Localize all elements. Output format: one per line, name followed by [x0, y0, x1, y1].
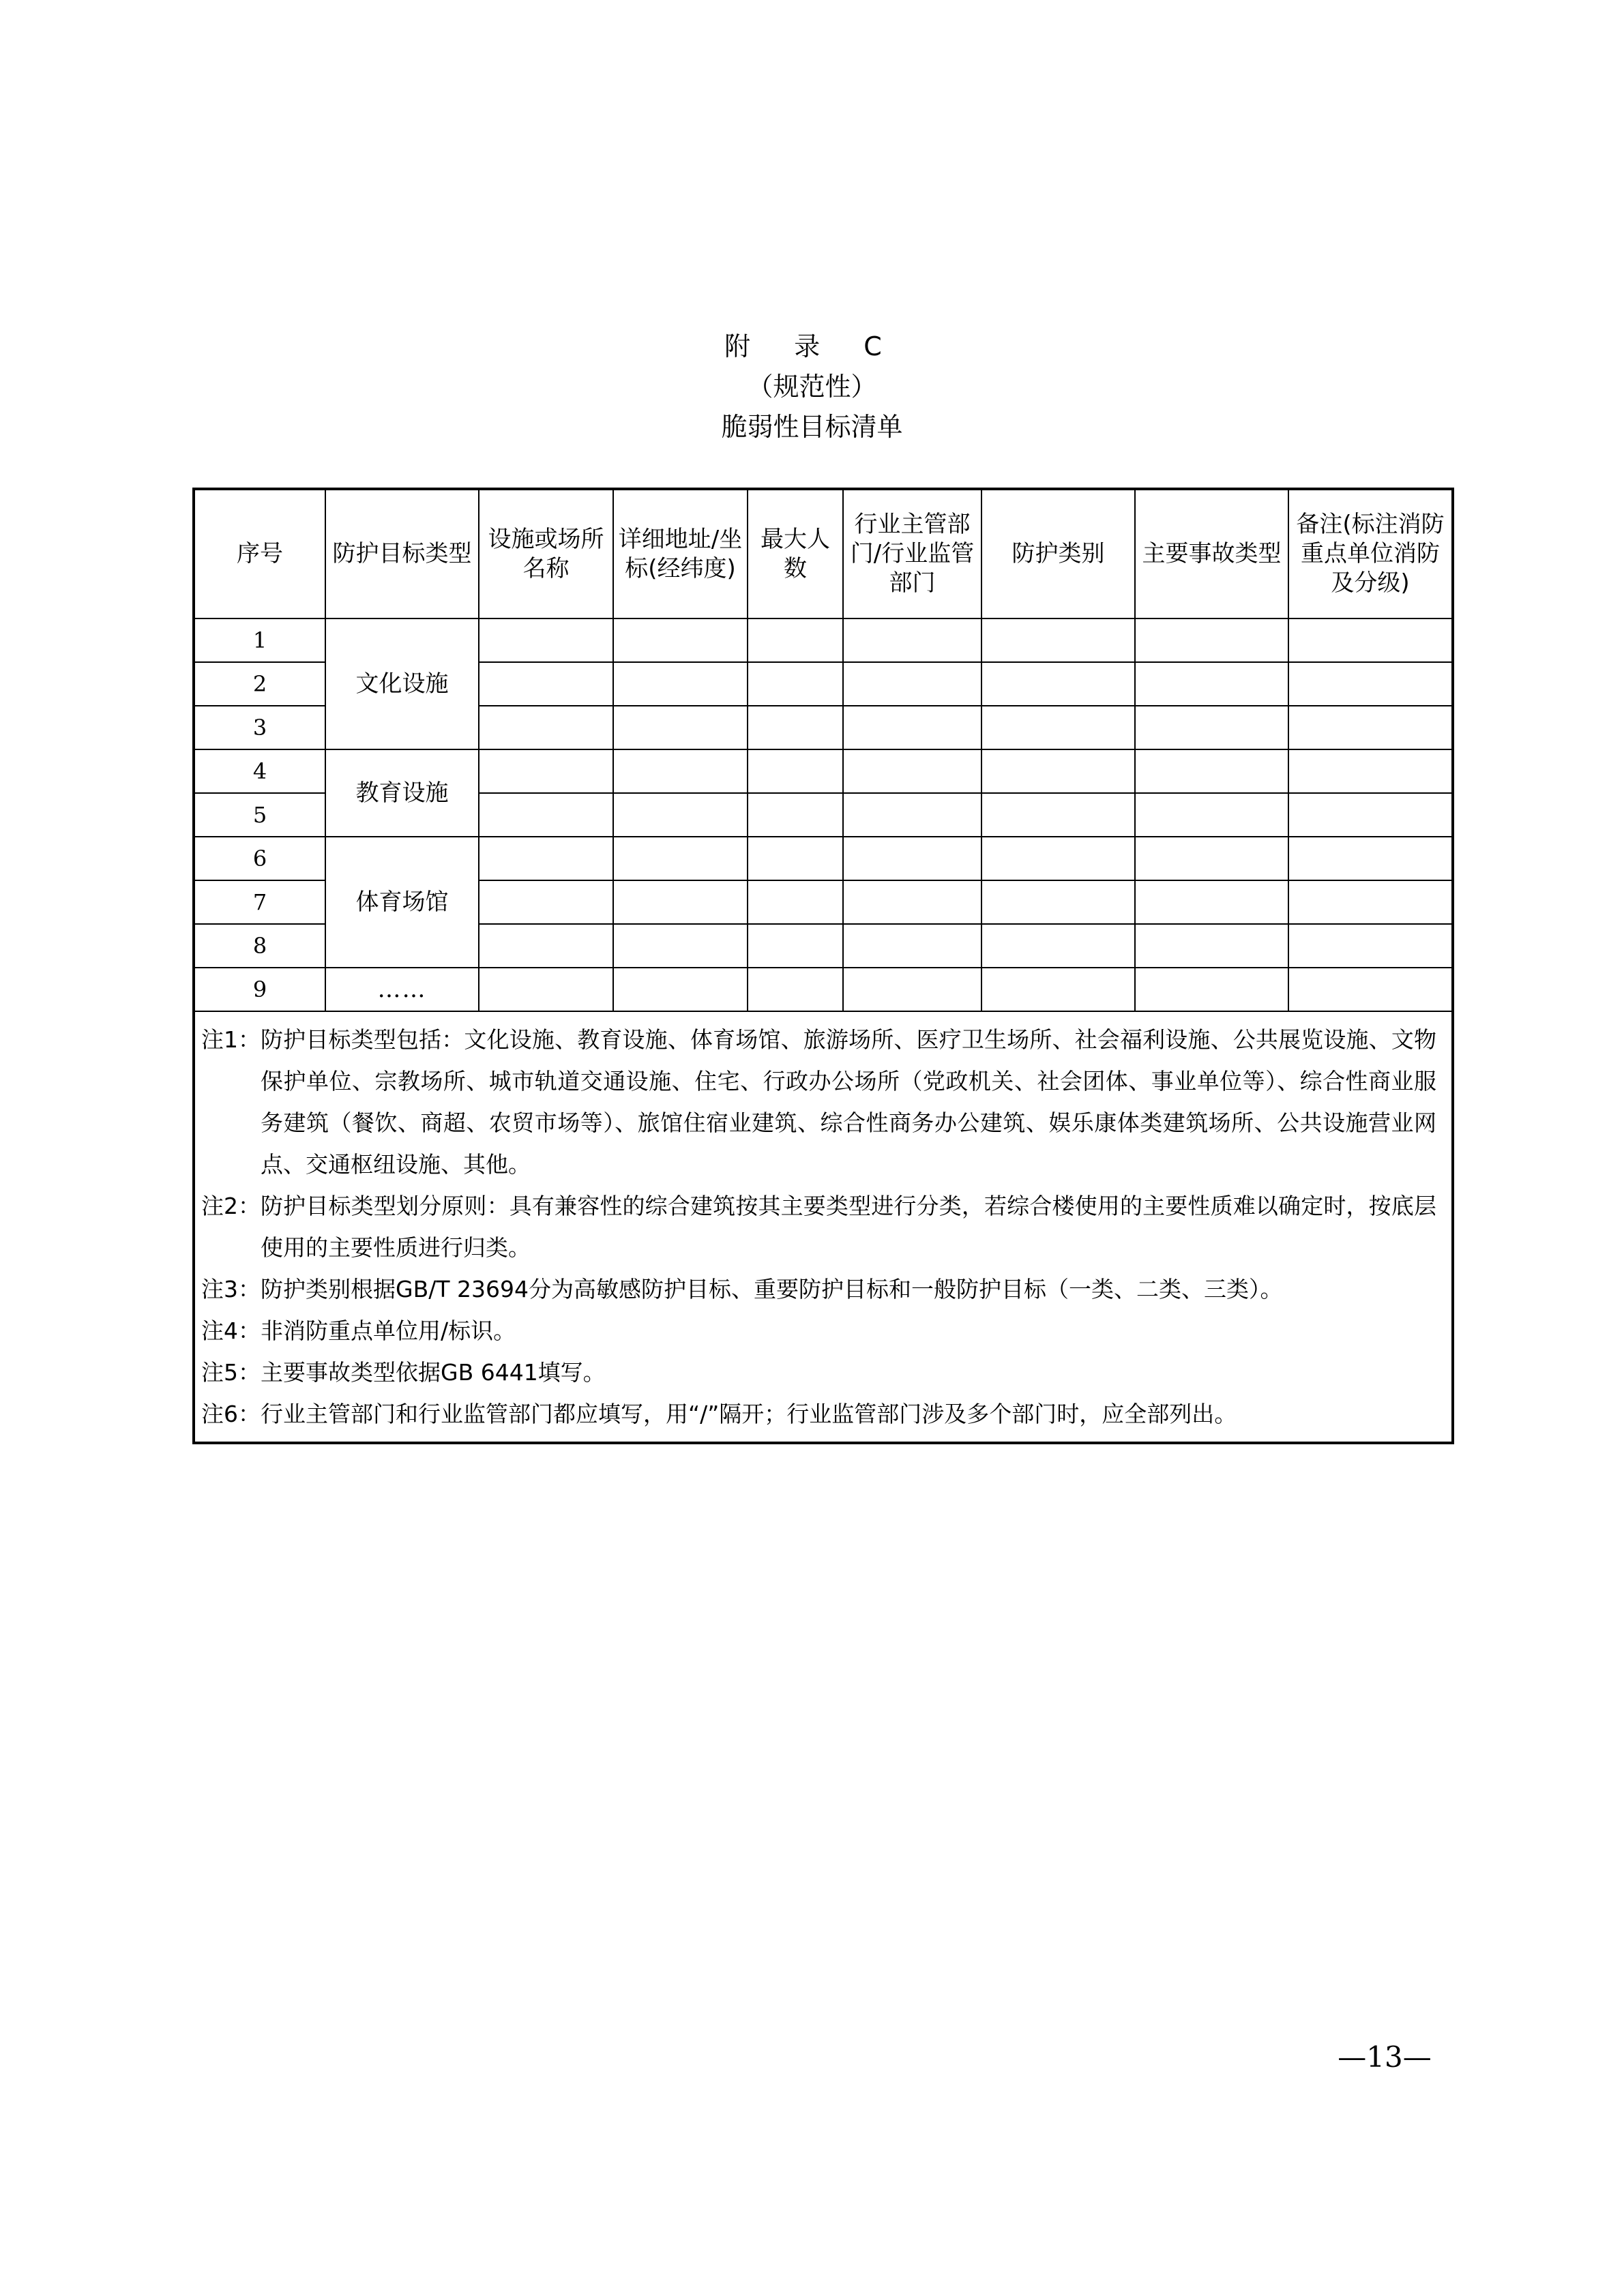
table-row — [194, 618, 1453, 662]
row-index: 3 — [194, 706, 325, 749]
table-cell — [1288, 924, 1453, 968]
table-cell — [981, 837, 1135, 880]
table-cell — [748, 924, 843, 968]
note-text: 主要事故类型依据GB 6441填写。 — [261, 1359, 606, 1386]
table-cell — [1288, 880, 1453, 924]
table-cell — [479, 749, 613, 793]
table-cell — [1288, 793, 1453, 837]
header-cell-department: 行业主管部门/行业监管部门 — [843, 489, 981, 618]
table-cell — [981, 880, 1135, 924]
header-cell-protection-class: 防护类别 — [981, 489, 1135, 618]
row-index: 7 — [194, 880, 325, 924]
table-cell — [843, 968, 981, 1011]
table-cell — [1288, 706, 1453, 749]
table-cell — [613, 837, 748, 880]
table-cell — [613, 618, 748, 662]
row-index: 1 — [194, 618, 325, 662]
row-index: 9 — [194, 968, 325, 1011]
table-cell — [843, 793, 981, 837]
table-row — [194, 837, 1453, 880]
note-4 — [195, 1310, 1436, 1352]
table-cell — [1135, 880, 1288, 924]
header-cell-target-type: 防护目标类型 — [325, 489, 479, 618]
table-title: 脆弱性目标清单 — [721, 412, 903, 442]
table-cell — [479, 706, 613, 749]
header-cell-index: 序号 — [194, 489, 325, 618]
table-cell — [981, 618, 1135, 662]
table-cell — [479, 618, 613, 662]
row-index: 4 — [194, 749, 325, 793]
normative-label: （规范性） — [747, 372, 877, 402]
table-cell — [748, 837, 843, 880]
table-cell — [748, 662, 843, 706]
table-row — [194, 749, 1453, 793]
table-cell — [843, 749, 981, 793]
note-text: 防护目标类型包括：文化设施、教育设施、体育场馆、旅游场所、医疗卫生场所、社会福利设施、公共展览设施、文物保护单位、宗教场所、城市轨道交通设施、住宅、行政办公场所（党政机关、社会团体、事业单位等）、综合性商业服务建筑（餐饮、商超、农贸市场等）、旅馆住宿业建筑、综合性商务办公建筑、娱乐康体类建筑场所、公共设施营业网点、交通枢纽设施、其他。 — [261, 1026, 1436, 1178]
table-cell — [1135, 793, 1288, 837]
target-type-cell: 教育设施 — [325, 749, 479, 837]
table-cell — [748, 793, 843, 837]
table-cell — [748, 618, 843, 662]
table-cell — [748, 880, 843, 924]
header-cell-facility-name: 设施或场所名称 — [479, 489, 613, 618]
table-cell — [1288, 618, 1453, 662]
note-2 — [195, 1185, 1436, 1268]
table-cell — [1288, 749, 1453, 793]
table-cell — [479, 793, 613, 837]
table-cell — [479, 880, 613, 924]
table-cell — [748, 749, 843, 793]
row-index: 6 — [194, 837, 325, 880]
table-cell — [748, 968, 843, 1011]
notes-cell — [194, 1011, 1453, 1443]
table-cell — [843, 880, 981, 924]
table-cell — [1288, 968, 1453, 1011]
table-cell — [479, 968, 613, 1011]
target-type-cell: …… — [325, 968, 479, 1011]
table-cell — [613, 706, 748, 749]
table-cell — [843, 706, 981, 749]
table-cell — [1288, 662, 1453, 706]
table-cell — [981, 706, 1135, 749]
table-cell — [613, 880, 748, 924]
notes-row — [194, 1011, 1453, 1443]
header-cell-remarks: 备注(标注消防重点单位消防及分级) — [1288, 489, 1453, 618]
target-type-cell: 文化设施 — [325, 618, 479, 749]
table-cell — [1135, 749, 1288, 793]
table-cell — [981, 793, 1135, 837]
target-type-cell: 体育场馆 — [325, 837, 479, 968]
table-row — [194, 968, 1453, 1011]
note-label: 注4： — [201, 1317, 261, 1344]
row-index: 8 — [194, 924, 325, 968]
header-cell-max-people: 最大人数 — [748, 489, 843, 618]
table-header-row — [194, 489, 1453, 618]
appendix-label: 附 录 C — [724, 331, 900, 361]
note-1 — [195, 1019, 1436, 1185]
row-index: 2 — [194, 662, 325, 706]
table-cell — [1135, 706, 1288, 749]
table-cell — [843, 924, 981, 968]
table-cell — [981, 749, 1135, 793]
table-cell — [613, 968, 748, 1011]
table-cell — [613, 793, 748, 837]
table-cell — [1135, 837, 1288, 880]
header-cell-address: 详细地址/坐标(经纬度) — [613, 489, 748, 618]
table-cell — [1135, 662, 1288, 706]
note-3 — [195, 1268, 1436, 1310]
table-cell — [981, 662, 1135, 706]
table-cell — [613, 662, 748, 706]
note-label: 注2： — [201, 1193, 261, 1219]
note-text: 防护目标类型划分原则：具有兼容性的综合建筑按其主要类型进行分类，若综合楼使用的主要性质难以确定时，按底层使用的主要性质进行归类。 — [261, 1193, 1436, 1261]
note-label: 注3： — [201, 1276, 261, 1302]
table-cell — [981, 924, 1135, 968]
table-cell — [843, 662, 981, 706]
page-number: —13— — [1338, 2040, 1432, 2074]
header-cell-accident-type: 主要事故类型 — [1135, 489, 1288, 618]
note-label: 注6： — [201, 1401, 261, 1427]
note-label: 注5： — [201, 1359, 261, 1386]
table-cell — [613, 924, 748, 968]
table-cell — [1135, 924, 1288, 968]
note-label: 注1： — [201, 1026, 261, 1053]
table-cell — [479, 837, 613, 880]
table-cell — [1135, 968, 1288, 1011]
row-index: 5 — [194, 793, 325, 837]
note-6 — [195, 1393, 1436, 1435]
table-cell — [843, 618, 981, 662]
table-cell — [1135, 618, 1288, 662]
note-text: 行业主管部门和行业监管部门都应填写，用“/”隔开；行业监管部门涉及多个部门时，应全部列出。 — [261, 1401, 1237, 1427]
table-cell — [748, 706, 843, 749]
table-cell — [981, 968, 1135, 1011]
table-cell — [843, 837, 981, 880]
table-cell — [479, 924, 613, 968]
note-5 — [195, 1352, 1436, 1393]
note-text: 防护类别根据GB/T 23694分为高敏感防护目标、重要防护目标和一般防护目标（一类、二类、三类）。 — [261, 1276, 1283, 1302]
table-cell — [613, 749, 748, 793]
table-cell — [479, 662, 613, 706]
note-text: 非消防重点单位用/标识。 — [261, 1317, 516, 1344]
table-cell — [1288, 837, 1453, 880]
vulnerable-target-table — [192, 488, 1454, 1444]
